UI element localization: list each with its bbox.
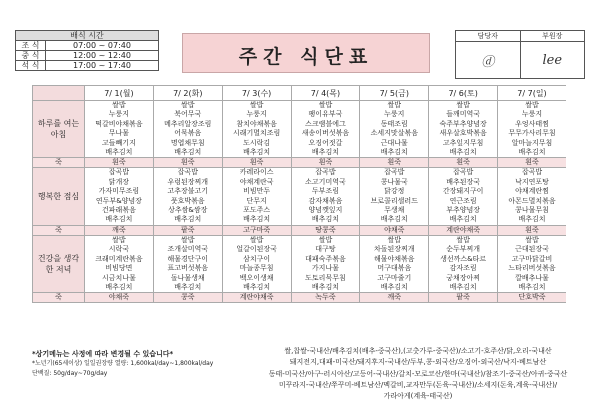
menu-item: 배추김치 <box>518 148 546 157</box>
menu-item: 깔배추나물 <box>515 273 549 282</box>
origin-info <box>246 346 590 402</box>
meal-label: 건강을 생각한 저녁 <box>33 235 85 292</box>
menu-cell <box>222 168 291 225</box>
porridge-cell: 깨죽 <box>360 293 429 303</box>
menu-item: 조개살미역국 <box>167 245 209 254</box>
porridge-cell: 흰죽 <box>498 158 566 168</box>
menu-item: 시래기멸치조림 <box>232 129 281 138</box>
menu-cell <box>360 235 429 292</box>
menu-cell <box>85 235 154 292</box>
porridge-cell: 흰죽 <box>429 158 498 168</box>
menu-item: 쌀밥 <box>249 235 264 244</box>
menu-item: 숙주부추양념장 <box>439 119 487 128</box>
menu-item: 삼치구이 <box>243 254 271 263</box>
menu-item: 비빔만두 <box>243 187 271 196</box>
menu-item: 참치야채볶음 <box>236 119 277 128</box>
staff-signature: ⓓ <box>456 42 521 79</box>
menu-item: 감자조림 <box>449 264 477 273</box>
menu-item: 배추김치 <box>311 215 339 224</box>
menu-cell <box>498 101 566 158</box>
menu-item: 크래미계란볶음 <box>95 254 143 263</box>
day-header: 7/ 1(월) <box>85 86 154 101</box>
menu-cell <box>222 235 291 292</box>
origin-line: 돼지전지,대패-미국산/돼지후지-국내산/두부,콩-외국산/오징어-외국산/낙지-베트남산 <box>289 358 547 367</box>
porridge-cell: 땅콩죽 <box>291 225 360 235</box>
menu-item: 고추잎지무침 <box>442 138 484 147</box>
origin-line: 미꾸라지-국내산/쭈꾸미-베트남산/멕갈비,교자만두(돈육-국내산)/소세지(돈육,계육-국내산)/ <box>278 380 558 389</box>
menu-item: 소세지맛살볶음 <box>370 129 418 138</box>
menu-item: 배추된장국 <box>446 177 481 186</box>
menu-item: 궁채장아찌 <box>446 273 481 282</box>
menu-item: 누룽지 <box>246 110 267 119</box>
meal-time-table <box>15 30 159 71</box>
lunch-time: 12:00 ~ 12:40 <box>46 51 159 61</box>
menu-cell <box>360 101 429 158</box>
menu-item: 시락국 <box>108 245 130 254</box>
menu-item: 배추김치 <box>105 148 133 157</box>
notes-block <box>32 349 252 379</box>
porridge-cell: 계란야채죽 <box>429 225 498 235</box>
menu-item: 고구마줄기 <box>377 273 412 282</box>
menu-item: 쌀밥 <box>525 101 539 109</box>
porridge-cell: 흰죽 <box>153 158 222 168</box>
porridge-label: 죽 <box>33 293 85 303</box>
menu-item: 떡갈비야채볶음 <box>95 119 143 128</box>
menu-item: 메추리알장조림 <box>164 119 212 128</box>
menu-item: 배추김치 <box>174 282 202 291</box>
menu-item: 무무가사리무침 <box>508 129 556 138</box>
menu-item: 풋호박볶음 <box>170 196 205 205</box>
menu-item: 쌀밥 <box>181 101 195 109</box>
menu-item: 감자채볶음 <box>308 196 343 205</box>
protein-note: 단백질: 50g/day~70g/day <box>32 370 108 377</box>
meal-time-header: 배식 시간 <box>16 31 159 41</box>
day-header: 7/ 6(토) <box>429 86 498 101</box>
menu-item: 연근조림 <box>449 196 477 205</box>
deputy-signature: lee <box>520 42 585 79</box>
menu-item: 쌀밥 <box>387 101 402 109</box>
meal-label: 하루를 여는 아침 <box>33 101 85 158</box>
menu-item: 고추장불고기 <box>167 187 209 196</box>
menu-item: 야채계란국 <box>239 177 274 186</box>
menu-item: 시금치나물 <box>102 273 136 282</box>
menu-item: 가지나물 <box>311 264 339 273</box>
menu-item: 생선까스&타르 <box>440 254 487 263</box>
menu-item: 배추김치 <box>174 148 202 157</box>
page-title: 주간 식단표 <box>238 46 374 68</box>
staff-label: 담당자 <box>456 31 521 42</box>
porridge-cell: 녹두죽 <box>291 293 360 303</box>
porridge-cell: 팥죽 <box>153 225 222 235</box>
menu-item: 쌀밥 <box>387 235 402 244</box>
menu-item: 쌀밥 <box>318 235 333 244</box>
menu-item: 브로콜리샐러드 <box>370 196 418 205</box>
menu-item: 고구마닭갈비 <box>511 254 553 263</box>
menu-item: 알마늘지무침 <box>511 138 553 147</box>
menu-item: 두부조림 <box>311 187 339 196</box>
menu-cell <box>153 235 222 292</box>
menu-cell <box>291 101 360 158</box>
menu-item: 새우살호박볶음 <box>439 129 487 138</box>
menu-cell <box>222 101 291 158</box>
day-header: 7/ 5(금) <box>360 86 429 101</box>
menu-item: 배추김치 <box>380 215 408 224</box>
menu-cell <box>429 101 498 158</box>
menu-item: 배추김치 <box>449 282 477 291</box>
menu-item: 배추김치 <box>105 282 133 291</box>
menu-item: 대구탕 <box>315 245 336 254</box>
menu-item: 배추김치 <box>174 215 202 224</box>
menu-item: 오징어젓갈 <box>308 138 343 147</box>
porridge-cell: 콩죽 <box>153 293 222 303</box>
menu-item: 닭강정 <box>384 187 405 196</box>
menu-item: 간장돼지구이 <box>442 187 484 196</box>
menu-item: 도토리묵무침 <box>305 273 346 282</box>
menu-item: 잡곡밥 <box>452 168 474 177</box>
menu-item: 얼갈이된장국 <box>236 245 277 254</box>
deputy-label: 부원장 <box>520 31 585 42</box>
porridge-cell: 단호박죽 <box>498 293 566 303</box>
day-header: 7/ 3(수) <box>222 86 291 101</box>
menu-item: 마늘종무침 <box>239 264 274 273</box>
menu-item: 배추김치 <box>243 282 271 291</box>
menu-item: 배추김치 <box>243 148 271 157</box>
menu-item: 콩나물무침 <box>515 206 549 215</box>
menu-item: 소고기미역국 <box>305 177 346 186</box>
porridge-label: 죽 <box>33 225 85 235</box>
approval-box <box>455 30 585 79</box>
menu-item: 야채계란찜 <box>515 187 549 196</box>
menu-item: 어묵볶음 <box>174 129 202 138</box>
menu-item: 순두부찌개 <box>446 245 481 254</box>
menu-cell <box>498 168 566 225</box>
menu-item: 해물경단구이 <box>167 254 209 263</box>
menu-item: 가자미무조림 <box>98 187 140 196</box>
menu-cell <box>153 168 222 225</box>
menu-cell <box>429 168 498 225</box>
menu-item: 배추김치 <box>449 148 477 157</box>
menu-item: 잡곡밥 <box>315 168 336 177</box>
menu-item: 해물야채볶음 <box>374 254 415 263</box>
porridge-cell: 흰죽 <box>291 158 360 168</box>
day-header: 7/ 7(일) <box>498 86 566 101</box>
porridge-cell: 계란야채죽 <box>222 293 291 303</box>
menu-item: 쌀밥 <box>112 235 126 244</box>
menu-cell <box>360 168 429 225</box>
menu-item: 누룽지 <box>521 110 543 119</box>
porridge-cell: 흰죽 <box>85 158 154 168</box>
menu-item: 동태조림 <box>380 119 408 128</box>
porridge-cell: 흰죽 <box>498 225 566 235</box>
porridge-cell: 팥죽 <box>429 293 498 303</box>
calorie-note: *노년기(65세이상) 일일권장량 열량: 1,600kal/day~1,800kal/day <box>32 360 214 367</box>
menu-item: 배추김치 <box>311 148 339 157</box>
menu-item: 닭개장 <box>108 177 130 186</box>
menu-item: 무나물 <box>108 129 130 138</box>
porridge-cell: 야채죽 <box>360 225 429 235</box>
menu-item: 잡곡밥 <box>108 168 130 177</box>
menu-corner <box>33 86 85 101</box>
menu-item: 팽이유부국 <box>308 110 343 119</box>
menu-item: 배추김치 <box>518 215 546 224</box>
origin-line: 가라아게(계육-태국산) <box>383 392 453 401</box>
menu-item: 상추쌈&쌈장 <box>168 206 208 215</box>
menu-item: 양념깻잎지 <box>308 206 343 215</box>
menu-item: 고들빼기지 <box>102 138 136 147</box>
title-banner <box>182 33 430 73</box>
menu-item: 무생채 <box>384 206 405 215</box>
menu-item: 비빔당면 <box>105 264 133 273</box>
menu-item: 명엽채무침 <box>170 138 205 147</box>
menu-item: 표고버섯볶음 <box>167 264 209 273</box>
porridge-cell: 깨죽 <box>85 225 154 235</box>
menu-item: 배추김치 <box>105 215 133 224</box>
origin-line: 동태-미국산/아구-러시아산/고등어-국내산/갈치-모로코산/한마(국내산)/참조기-중국산/아귀-중국산 <box>268 369 568 378</box>
menu-item: 아몬드멸치볶음 <box>508 196 556 205</box>
menu-cell <box>498 235 566 292</box>
breakfast-time: 07:00 ~ 07:40 <box>46 41 159 51</box>
breakfast-label: 조 식 <box>16 41 46 51</box>
menu-item: 느타리버섯볶음 <box>508 264 556 273</box>
menu-item: 쌀밥 <box>525 235 539 244</box>
menu-item: 쌀밥 <box>249 101 264 109</box>
menu-item: 배추김치 <box>380 282 408 291</box>
menu-item: 돌나물생채 <box>170 273 205 282</box>
porridge-cell: 야채죽 <box>85 293 154 303</box>
menu-item: 잡곡밥 <box>384 168 405 177</box>
menu-item: 누룽지 <box>384 110 405 119</box>
menu-cell <box>85 168 154 225</box>
menu-item: 배추김치 <box>518 282 546 291</box>
porridge-cell: 흰죽 <box>222 158 291 168</box>
lunch-label: 중 식 <box>16 51 46 61</box>
menu-item: 단무지 <box>246 196 267 205</box>
day-header: 7/ 4(목) <box>291 86 360 101</box>
day-header: 7/ 2(화) <box>153 86 222 101</box>
change-notice: *상기메뉴는 사정에 따라 변경될 수 있습니다* <box>32 350 174 358</box>
origin-line: 쌀,찹쌀-국내산/배추김치(배추-중국산),(고춧가루-중국산)/소고기-호주산/닭,오리-국내산 <box>284 347 552 355</box>
menu-item: 스크램블에그 <box>305 119 346 128</box>
menu-item: 카레라이스 <box>239 168 274 177</box>
menu-item: 대패숙주볶음 <box>305 254 346 263</box>
porridge-cell: 고구마죽 <box>222 225 291 235</box>
weekly-menu-container <box>32 85 566 342</box>
menu-item: 배추김치 <box>243 215 271 224</box>
menu-item: 북어무국 <box>174 110 202 119</box>
menu-item: 근대나물 <box>380 138 408 147</box>
menu-cell <box>429 235 498 292</box>
menu-item: 연두부&양념장 <box>95 196 142 205</box>
porridge-label: 죽 <box>33 158 85 168</box>
menu-item: 누룽지 <box>108 110 130 119</box>
menu-cell <box>153 101 222 158</box>
porridge-cell: 흰죽 <box>360 158 429 168</box>
menu-item: 우렁된장찌개 <box>167 177 209 186</box>
menu-item: 쌀밥 <box>456 235 470 244</box>
menu-item: 배추김치 <box>449 215 477 224</box>
dinner-label: 석 식 <box>16 61 46 71</box>
menu-item: 들깨미역국 <box>446 110 481 119</box>
menu-item: 건파래볶음 <box>102 206 136 215</box>
menu-item: 낙지연포탕 <box>515 177 549 186</box>
menu-item: 쌀밥 <box>456 101 470 109</box>
menu-item: 콩나물국 <box>380 177 408 186</box>
menu-item: 부추양념장 <box>446 206 481 215</box>
menu-item: 우엉사태찜 <box>515 119 549 128</box>
menu-item: 배추김치 <box>311 282 339 291</box>
menu-item: 도시락김 <box>243 138 271 147</box>
menu-cell <box>85 101 154 158</box>
menu-cell <box>291 235 360 292</box>
weekly-menu-table <box>32 85 566 303</box>
menu-item: 근대된장국 <box>515 245 549 254</box>
menu-item: 쌀밥 <box>318 101 333 109</box>
menu-item: 쌀밥 <box>112 101 126 109</box>
menu-item: 차돌된장찌개 <box>374 245 415 254</box>
menu-item: 백오이생채 <box>239 273 274 282</box>
menu-cell <box>291 168 360 225</box>
meal-label: 행복한 점심 <box>33 168 85 225</box>
dinner-time: 17:00 ~ 17:40 <box>46 61 159 71</box>
menu-item: 잡곡밥 <box>177 168 198 177</box>
menu-item: 머구대볶음 <box>377 264 412 273</box>
menu-item: 배추김치 <box>380 148 408 157</box>
menu-item: 새송이버섯볶음 <box>301 129 350 138</box>
menu-item: 쌀밥 <box>181 235 195 244</box>
menu-item: 포도주스 <box>243 206 271 215</box>
menu-item: 잡곡밥 <box>521 168 543 177</box>
